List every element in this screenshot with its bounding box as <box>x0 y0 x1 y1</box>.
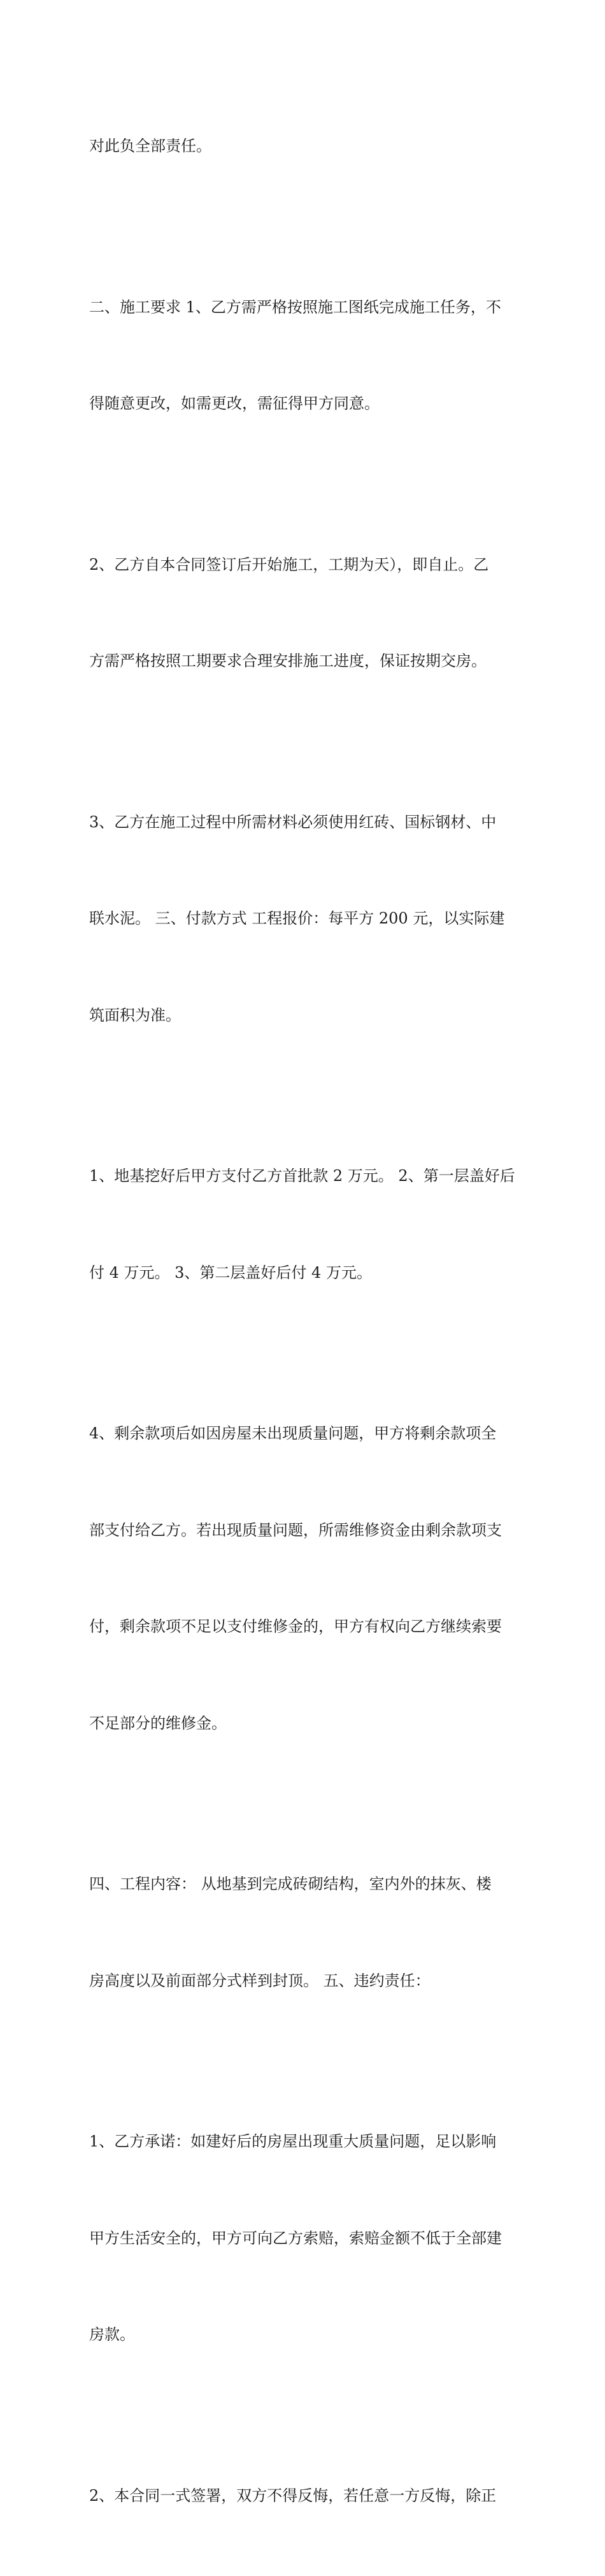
paragraph-6 <box>89 1353 522 1804</box>
text-line: 甲方生活安全的，甲方可向乙方索赔，索赔金额不低于全部建 <box>89 2222 522 2255</box>
text-line: 付，剩余款项不足以支付维修金的，甲方有权向乙方继续索要 <box>89 1610 522 1643</box>
text-line: 2、本合同一式签署，双方不得反悔，若任意一方反悔，除正 <box>89 2480 522 2512</box>
paragraph-1 <box>89 66 522 227</box>
text-line: 不足部分的维修金。 <box>89 1707 522 1740</box>
text-line: 付 4 万元。 3、第二层盖好后付 4 万元。 <box>89 1257 522 1289</box>
document-body <box>89 66 522 2576</box>
document-page <box>0 0 605 783</box>
paragraph-8 <box>89 2061 522 2415</box>
text-line: 二、施工要求 1、乙方需严格按照施工图纸完成施工任务，不 <box>89 291 522 324</box>
text-line: 联水泥。 三、付款方式 工程报价：每平方 200 元，以实际建 <box>89 902 522 935</box>
paragraph-5 <box>89 1096 522 1353</box>
paragraph-7 <box>89 1804 522 2061</box>
text-line: 1、地基挖好后甲方支付乙方首批款 2 万元。 2、第一层盖好后 <box>89 1160 522 1192</box>
text-line: 房高度以及前面部分式样到封顶。 五、违约责任： <box>89 1965 522 1997</box>
text-line: 四、工程内容： 从地基到完成砖砌结构，室内外的抹灰、楼 <box>89 1868 522 1900</box>
paragraph-9 <box>89 2415 522 2576</box>
text-line: 方需严格按照工期要求合理安排施工进度，保证按期交房。 <box>89 645 522 677</box>
text-line: 部支付给乙方。若出现质量问题，所需维修资金由剩余款项支 <box>89 1514 522 1547</box>
text-line: 3、乙方在施工过程中所需材料必须使用红砖、国标钢材、中 <box>89 806 522 839</box>
paragraph-4 <box>89 742 522 1096</box>
text-line: 2、乙方自本合同签订后开始施工，工期为天），即自止。乙 <box>89 549 522 581</box>
paragraph-2 <box>89 227 522 484</box>
text-line: 得随意更改，如需更改，需征得甲方同意。 <box>89 387 522 420</box>
text-line: 1、乙方承诺：如建好后的房屋出现重大质量问题，足以影响 <box>89 2125 522 2158</box>
text-line: 对此负全部责任。 <box>89 130 522 163</box>
text-line: 筑面积为准。 <box>89 999 522 1032</box>
text-line: 房款。 <box>89 2319 522 2351</box>
text-line: 4、剩余款项后如因房屋未出现质量问题，甲方将剩余款项全 <box>89 1417 522 1450</box>
paragraph-3 <box>89 484 522 742</box>
